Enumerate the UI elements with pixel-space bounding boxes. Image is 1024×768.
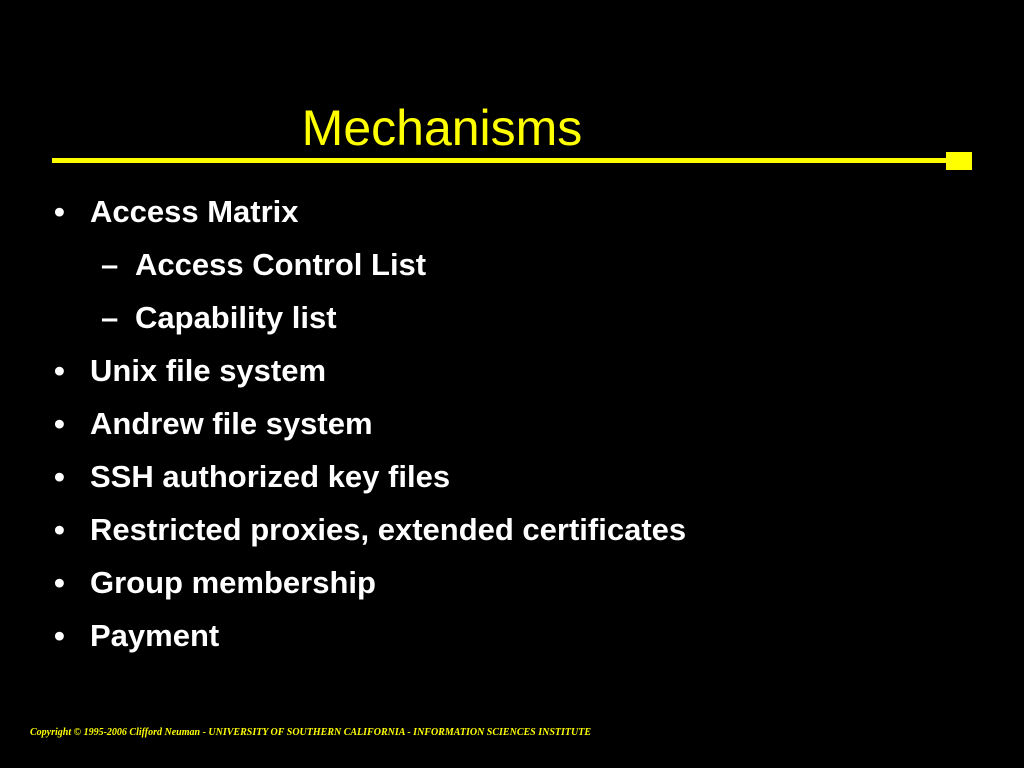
bullet-text: Restricted proxies, extended certificates: [90, 512, 687, 547]
bullet-marker: •: [54, 194, 65, 229]
bullet-marker: •: [54, 406, 65, 441]
slide-title: Mechanisms: [301, 100, 583, 156]
bullet-marker: •: [54, 353, 65, 388]
bullet-marker: •: [54, 565, 65, 600]
bullet-text: SSH authorized key files: [90, 459, 451, 494]
title-underline: [52, 158, 948, 163]
bullet-marker: •: [54, 618, 65, 653]
copyright-footer: Copyright © 1995-2006 Clifford Neuman - UNIVERSITY OF SOUTHERN CALIFORNIA - INFORMATION SCIENCES INSTITUTE: [30, 727, 592, 738]
dash-marker: –: [101, 300, 119, 335]
title-underline-end-square: [946, 152, 972, 170]
bullet-text: Andrew file system: [90, 406, 373, 441]
bullet-text: Group membership: [90, 565, 376, 600]
bullet-text: Unix file system: [90, 353, 327, 388]
bullet-text: Access Matrix: [90, 194, 299, 229]
bullet-text: Payment: [90, 618, 220, 653]
dash-marker: –: [101, 247, 119, 282]
sub-item-text: Capability list: [135, 300, 337, 335]
bullet-marker: •: [54, 512, 65, 547]
bullet-marker: •: [54, 459, 65, 494]
sub-item-text: Access Control List: [135, 247, 427, 282]
